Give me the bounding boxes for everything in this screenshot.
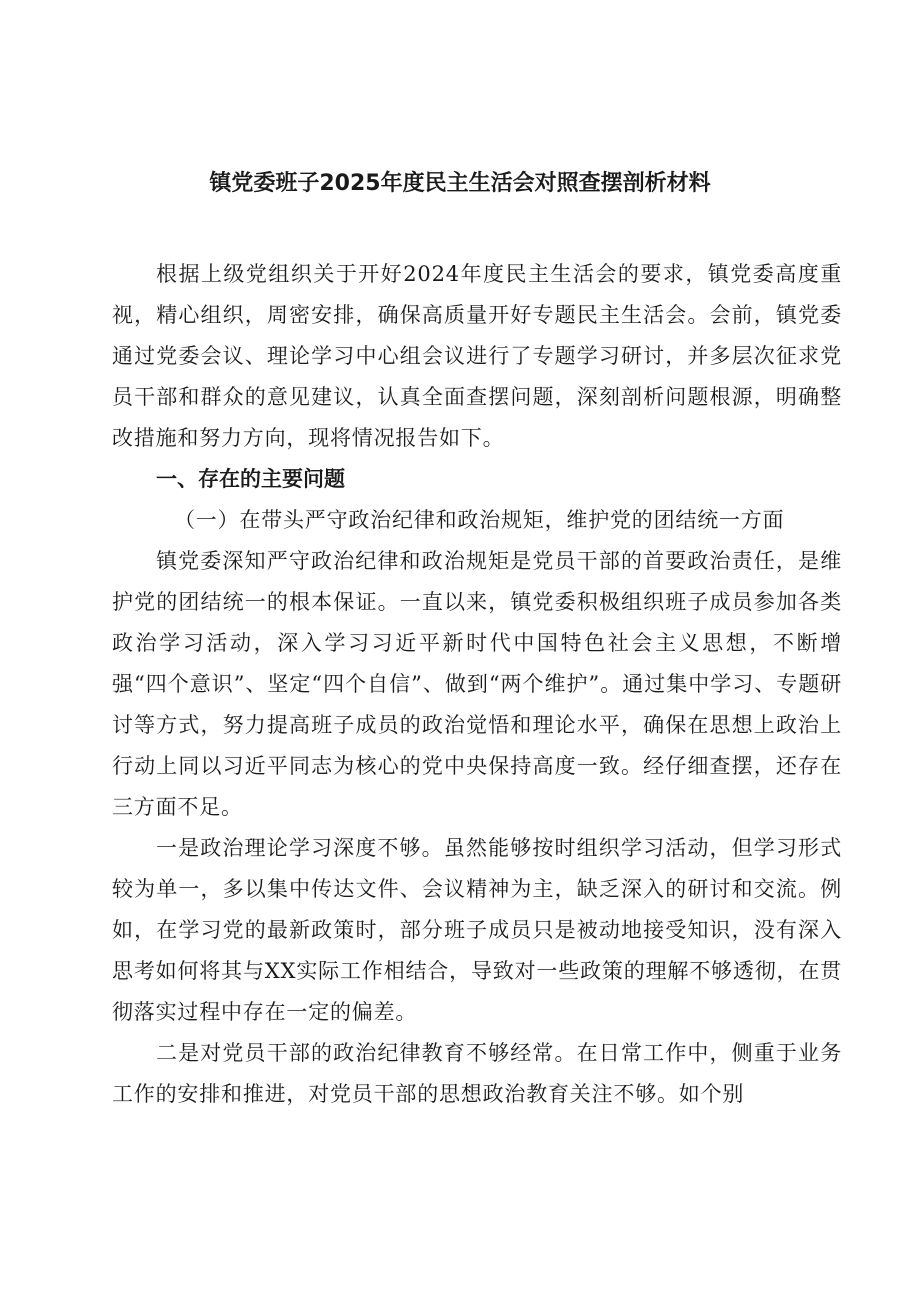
document-body: [112, 254, 842, 1115]
body-paragraph-1: 镇党委深知严守政治纪律和政治规矩是党员干部的首要政治责任，是维护党的团结统一的根本保证。一直以来，镇党委积极组织班子成员参加各类政治学习活动，深入学习习近平新时代中国特色社会主义思想，不断增强“四个意识”、坚定“四个自信”、做到“两个维护”。通过集中学习、专题研讨等方式，努力提高班子成员的政治觉悟和理论水平，确保在思想上政治上行动上同以习近平同志为核心的党中央保持高度一致。经仔细查摆，还存在三方面不足。: [112, 549, 842, 819]
section-heading: 一、存在的主要问题: [156, 467, 345, 491]
intro-paragraph: 根据上级党组织关于开好2024年度民主生活会的要求，镇党委高度重视，精心组织，周密安排，确保高质量开好专题民主生活会。会前，镇党委通过党委会议、理论学习中心组会议进行了专题学习研讨，并多层次征求党员干部和群众的意见建议，认真全面查摆问题，深刻剖析问题根源，明确整改措施和努力方向，现将情况报告如下。: [112, 262, 842, 450]
body-paragraph-2: 一是政治理论学习深度不够。虽然能够按时组织学习活动，但学习形式较为单一，多以集中传达文件、会议精神为主，缺乏深入的研讨和交流。例如，在学习党的最新政策时，部分班子成员只是被动地接受知识，没有深入思考如何将其与XX实际工作相结合，导致对一些政策的理解不够透彻，在贯彻落实过程中存在一定的偏差。: [112, 836, 842, 1024]
subsection-heading: （一）在带头严守政治纪律和政治规矩，维护党的团结统一方面: [174, 508, 785, 532]
document-title: 镇党委班子2025年度民主生活会对照查摆剖析材料: [209, 171, 711, 196]
body-paragraph-3: 二是对党员干部的政治纪律教育不够经常。在日常工作中，侧重于业务工作的安排和推进，对党员干部的思想政治教育关注不够。如个别: [112, 1041, 842, 1106]
